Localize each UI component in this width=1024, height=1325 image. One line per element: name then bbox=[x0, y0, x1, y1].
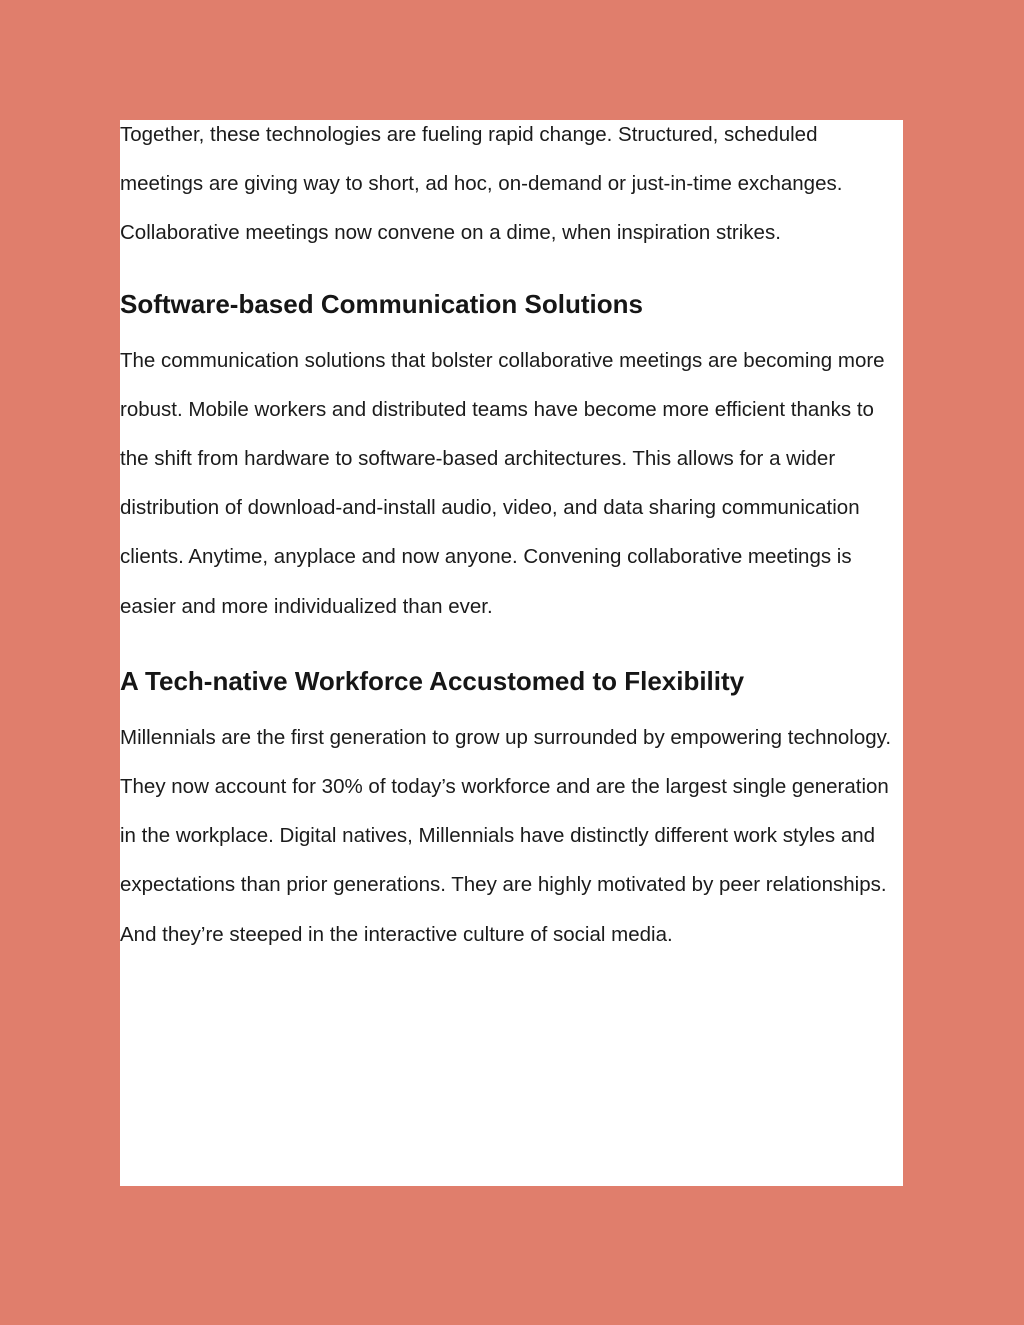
section-heading-tech-native-workforce: A Tech-native Workforce Accustomed to Flexibility bbox=[120, 665, 745, 696]
document-page bbox=[120, 120, 903, 1186]
section-paragraph-software-communication: The communication solutions that bolster collaborative meetings are becoming more robust. Mobile workers and distributed teams have become more efficient thanks to the shift from hardware to software-based architectures. This allows for a wider distribution of download-and-install audio, video, and data sharing communication clients. Anytime, anyplace and now anyone. Convening collaborative meetings is easier and more individualized than ever. bbox=[120, 348, 885, 618]
intro-paragraph: Together, these technologies are fueling rapid change. Structured, scheduled meetings are giving way to short, ad hoc, on-demand or just-in-time exchanges. Collaborative meetings now convene on a dime, when inspiration strikes. bbox=[120, 123, 843, 245]
section-heading-software-communication: Software-based Communication Solutions bbox=[120, 288, 643, 319]
section-paragraph-tech-native-workforce: Millennials are the first generation to grow up surrounded by empowering technology. They now account for 30% of today’s workforce and are the largest single generation in the workplace. Digital natives, Millennials have distinctly different work styles and expectations than prior generations. They are highly motivated by peer relationships. And they’re steeped in the interactive culture of social media. bbox=[120, 725, 892, 946]
